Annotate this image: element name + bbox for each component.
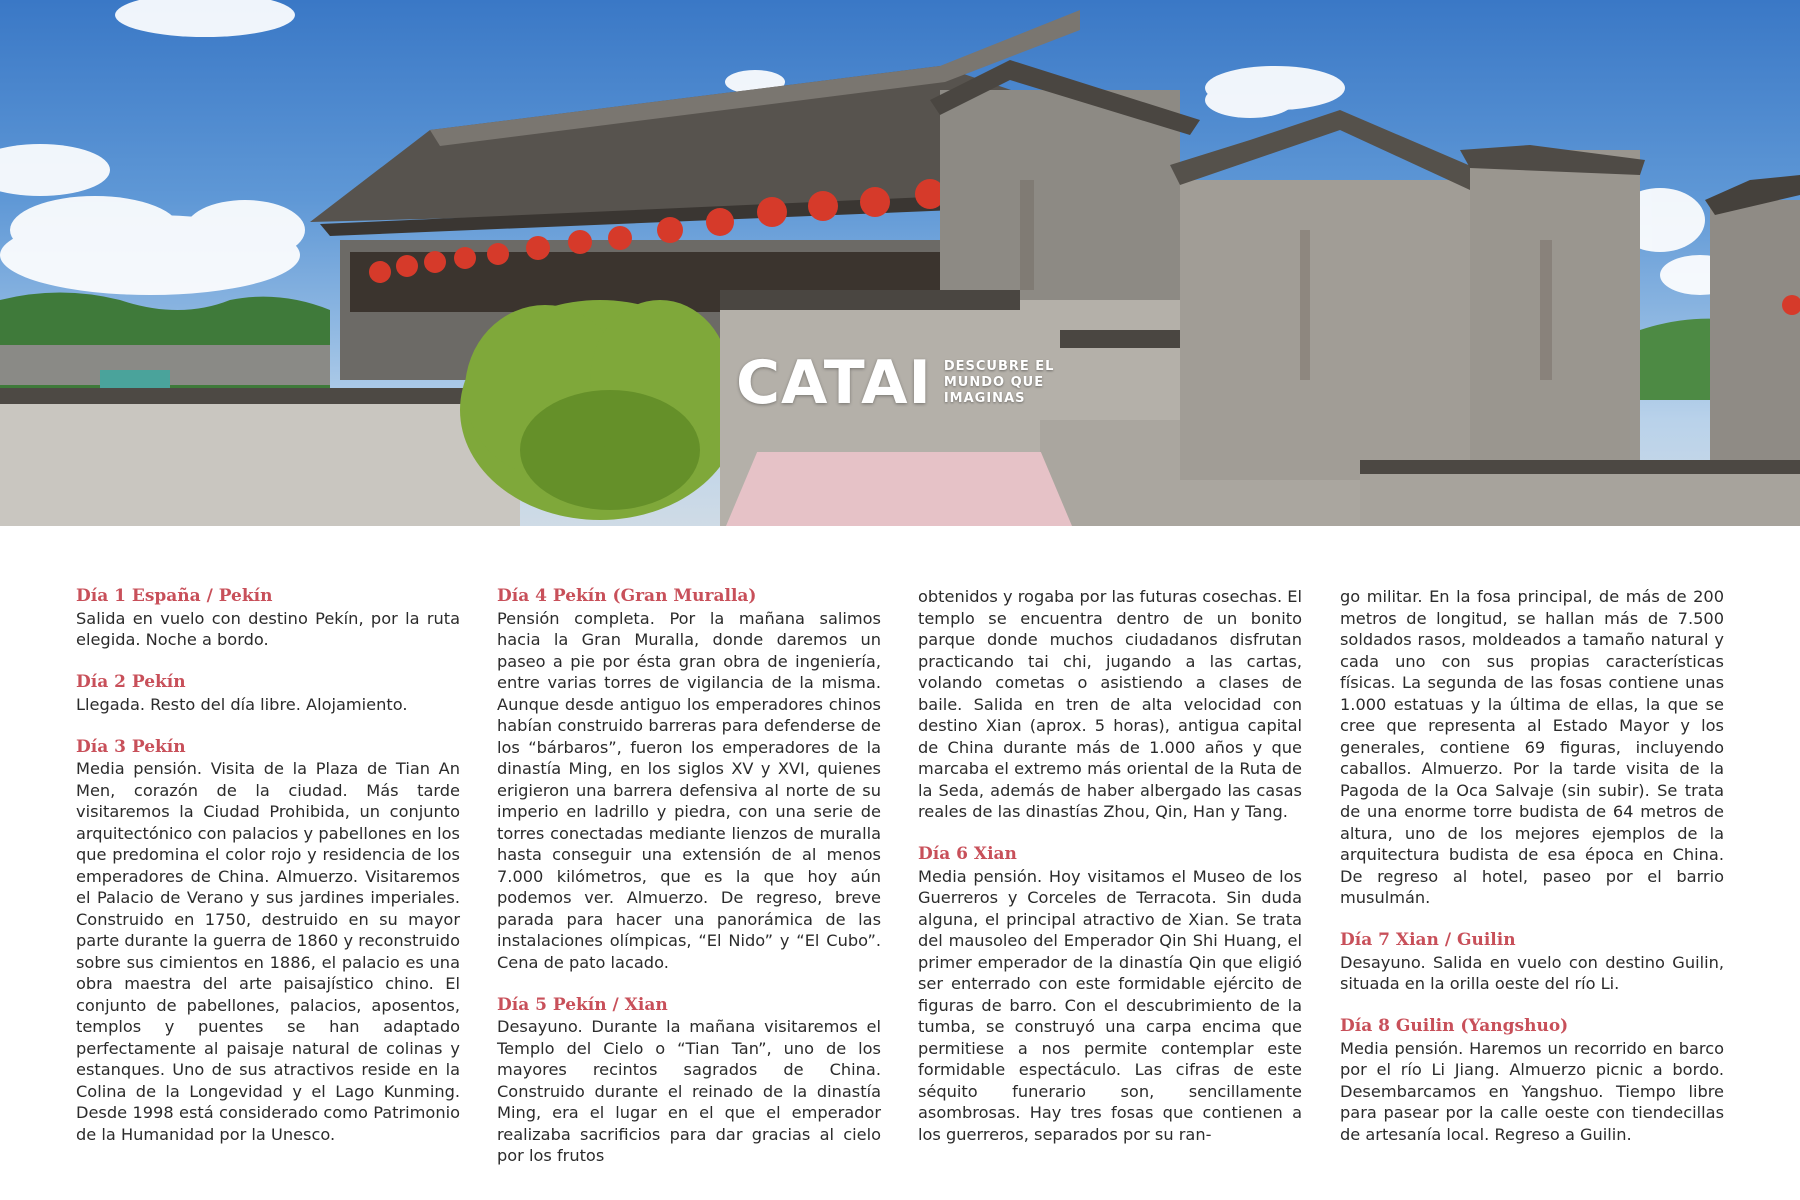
accent-tab xyxy=(726,452,1072,526)
brand-name: CATAI xyxy=(736,348,932,418)
day-description: Desayuno. Salida en vuelo con destino Guilin, situada en la orilla oeste del río Li. xyxy=(1340,952,1724,993)
day-description: Media pensión. Haremos un recorrido en barco por el río Li Jiang. Almuerzo picnic a bordo. Desembarcamos en Yangshuo. Tiempo libre para pasear por la calle oeste con tiendecillas de artesanía local. Regreso a Guilin. xyxy=(1340,1038,1724,1144)
day-description: Salida en vuelo con destino Pekín, por la ruta elegida. Noche a bordo. xyxy=(76,608,460,649)
day-heading: Día 3 Pekín xyxy=(76,736,186,757)
day-description: Llegada. Resto del día libre. Alojamiento. xyxy=(76,694,408,714)
day-heading: Día 7 Xian / Guilin xyxy=(1340,930,1516,950)
tagline-line: IMAGINAS xyxy=(943,391,1026,406)
itinerary-column-4 xyxy=(1340,586,1724,1167)
tagline-line: DESCUBRE EL xyxy=(943,359,1055,374)
chinese-village-illustration xyxy=(0,0,1800,526)
brand-tagline xyxy=(944,359,1055,407)
brand-logo xyxy=(736,350,1054,416)
hero-photo xyxy=(0,0,1800,526)
tagline-line: MUNDO QUE xyxy=(943,375,1045,390)
itinerary-column-2 xyxy=(497,586,881,1188)
day-heading: Día 4 Pekín (Gran Muralla) xyxy=(497,586,757,606)
day-heading: Día 5 Pekín / Xian xyxy=(497,994,668,1015)
itinerary-columns xyxy=(0,586,1800,1165)
itinerary-column-1 xyxy=(76,586,460,1167)
day-heading: Día 2 Pekín xyxy=(76,672,186,692)
day-heading: Día 6 Xian xyxy=(918,844,1017,864)
itinerary-column-3 xyxy=(918,586,1302,1167)
day-heading: Día 1 España / Pekín xyxy=(76,586,273,606)
day-description: Media pensión. Hoy visitamos el Museo de los Guerreros y Corceles de Terracota. Sin duda alguna, el principal atractivo de Xian. Se trata del mausoleo del Emperador Qin Shi Huang, el primer emperador de la dinastía Qin que eligió ser enterrado con este formidable ejército de figuras de barro. Con el descubrimiento de la tumba, se construyó una carpa encima que permitiese a nos permite contemplar este formidable espectáculo. Las cifras de este séquito funerario son, sencillamente asombrosas. Hay tres fosas que contienen a los guerreros, separados por su ran- xyxy=(918,866,1302,1144)
day-description-continued: obtenidos y rogaba por las futuras cosechas. El templo se encuentra dentro de un bonito parque donde muchos ciudadanos disfrutan practicando tai chi, jugando a las cartas, volando cometas o asistiendo a clases de baile. Salida en tren de alta velocidad con destino Xian (aprox. 5 horas), antigua capital de China durante más de 1.000 años y que marcaba el extremo más oriental de la Ruta de la Seda, además de haber albergado las casas reales de las dinastías Zhou, Qin, Han y Tang. xyxy=(918,587,1302,821)
day-description: Pensión completa. Por la mañana salimos hacia la Gran Muralla, donde daremos un paseo a pie por ésta gran obra de ingeniería, entre varias torres de vigilancia de la misma. Aunque desde antiguo los emperadores chinos habían construido barreras para defenderse de los “bárbaros”, fueron los emperadores de la dinastía Ming, en los siglos XV y XVI, quienes erigieron una barrera defensiva al norte de su imperio en ladrillo y piedra, con una serie de torres conectadas mediante lienzos de muralla hasta conseguir una extensión de al menos 7.000 kilómetros, que es la que hoy aún podemos ver. Almuerzo. De regreso, breve parada para hacer una panorámica de las instalaciones olímpicas, “El Nido” y “El Cubo”. Cena de pato lacado. xyxy=(497,608,881,972)
day-heading: Día 8 Guilin (Yangshuo) xyxy=(1340,1016,1569,1036)
day-description-continued: go militar. En la fosa principal, de más de 200 metros de longitud, se hallan más de 7.500 soldados rasos, moldeados a tamaño natural y cada uno con sus propias características físicas. La segunda de las fosas contiene unas 1.000 estatuas y la última de ellas, la que se cree que representa al Estado Mayor y los generales, contiene 69 figuras, incluyendo caballos. Almuerzo. Por la tarde visita de la Pagoda de la Oca Salvaje (sin subir). Se trata de una enorme torre budista de 64 metros de altura, uno de los mejores ejemplos de la arquitectura budista de esa época en China. De regreso al hotel, paseo por el barrio musulmán. xyxy=(1340,587,1724,907)
day-description: Media pensión. Visita de la Plaza de Tian An Men, corazón de la ciudad. Más tarde visitaremos la Ciudad Prohibida, un conjunto arquitectónico con palacios y pabellones en los que predomina el color rojo y residencia de los emperadores de China. Almuerzo. Visitaremos el Palacio de Verano y sus jardines imperiales. Construido en 1750, destruido en su mayor parte durante la guerra de 1860 y reconstruido sobre sus cimientos en 1886, el palacio es una obra maestra del arte paisajístico chino. El conjunto de pabellones, palacios, aposentos, templos y puentes se han adaptado perfectamente al paisaje natural de colinas y estanques. Uno de sus atractivos reside en la Colina de la Longevidad y el Lago Kunming. Desde 1998 está considerado como Patrimonio de la Humanidad por la Unesco. xyxy=(76,759,460,1144)
day-description: Desayuno. Durante la mañana visitaremos el Templo del Cielo o “Tian Tan”, uno de los mayores recintos sagrados de China. Construido durante el reinado de la dinastía Ming, era el lugar en el que el emperador realizaba sacrificios para dar gracias al cielo por los frutos xyxy=(497,1017,881,1165)
